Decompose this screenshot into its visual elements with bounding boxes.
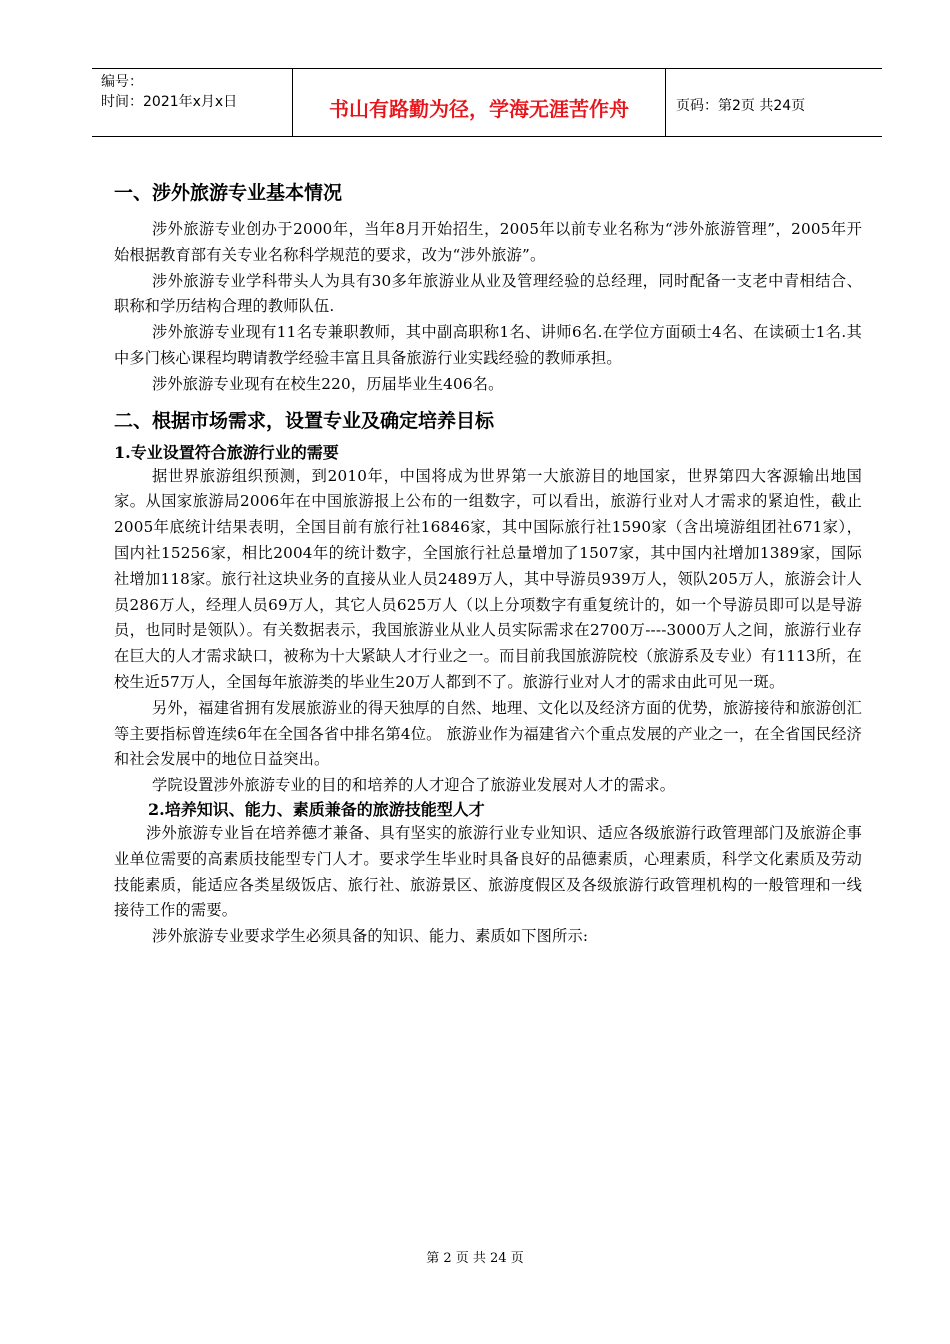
- document-body: [114, 180, 862, 950]
- number-label: 编号：: [101, 74, 143, 90]
- subsection-1-paragraph: 据世界旅游组织预测，到2010年，中国将成为世界第一大旅游目的地国家，世界第四大客源输出地国家。从国家旅游局2006年在中国旅游报上公布的一组数字，可以看出，旅游行业对人才需求的紧迫性，截止2005年底统计结果表明，全国目前有旅行社16846家，其中国际旅行社1590家（含出境游组团社671家），国内社15256家，相比2004年的统计数字，全国旅行社总量增加了1507家，其中国内社增加1389家，国际社增加118家。旅行社这块业务的直接从业人员2489万人，其中导游员939万人，领队205万人，旅游会计人员286万人，经理人员69万人，其它人员625万人（以上分项数字有重复统计的，如一个导游员即可以是导游员，也同时是领队）。有关数据表示，我国旅游业从业人员实际需求在2700万----3000万人之间，旅游行业存在巨大的人才需求缺口，被称为十大紧缺人才行业之一。而目前我国旅游院校（旅游系及专业）有1113所，在校生近57万人，全国每年旅游类的毕业生20万人都到不了。旅游行业对人才的需求由此可见一斑。: [114, 466, 862, 691]
- section-1-paragraph: 涉外旅游专业学科带头人为具有30多年旅游业从业及管理经验的总经理，同时配备一支老中青相结合、职称和学历结构合理的教师队伍.: [114, 271, 862, 316]
- subsection-2-title: 2.培养知识、能力、素质兼备的旅游技能型人才: [148, 799, 485, 819]
- subsection-1-paragraph: 另外，福建省拥有发展旅游业的得天独厚的自然、地理、文化以及经济方面的优势，旅游接待和旅游创汇等主要指标曾连续6年在全国各省中排名第4位。 旅游业作为福建省六个重点发展的产业之一，在全省国民经济和社会发展中的地位日益突出。: [114, 698, 862, 769]
- section-1-paragraph: 涉外旅游专业创办于2000年，当年8月开始招生，2005年以前专业名称为“涉外旅游管理”，2005年开始根据教育部有关专业名称科学规范的要求，改为“涉外旅游”。: [114, 220, 862, 264]
- page-number-label: 页码：第2页 共24页: [676, 98, 806, 114]
- motto-text: 书山有路勤为径，学海无涯苦作舟: [329, 97, 629, 121]
- subsection-2-paragraph: 涉外旅游专业要求学生必须具备的知识、能力、素质如下图所示:: [152, 927, 589, 946]
- document-header: [92, 68, 882, 137]
- subsection-2-paragraph: 涉外旅游专业旨在培养德才兼备、具有坚实的旅游行业专业知识、适应各级旅游行政管理部门及旅游企事业单位需要的高素质技能型专门人才。要求学生毕业时具备良好的品德素质，心理素质，科学文化素质及劳动技能素质，能适应各类星级饭店、旅行社、旅游景区、旅游度假区及各级旅游行政管理机构的一般管理和一线接待工作的需要。: [114, 823, 862, 920]
- header-motto-cell: [292, 69, 666, 136]
- page-footer: 第 2 页 共 24 页: [426, 1251, 524, 1266]
- subsection-1-paragraph: 学院设置涉外旅游专业的目的和培养的人才迎合了旅游业发展对人才的需求。: [152, 776, 676, 795]
- time-label: 时间：2021年x月x日: [101, 94, 238, 110]
- section-2-title: 二、根据市场需求，设置专业及确定培养目标: [114, 409, 495, 432]
- header-meta-cell: [92, 69, 292, 136]
- subsection-1-title: 1.专业设置符合旅游行业的需要: [114, 442, 339, 462]
- section-1-paragraph: 涉外旅游专业现有在校生220，历届毕业生406名。: [152, 374, 504, 393]
- header-page-cell: [665, 69, 882, 136]
- section-1-paragraph: 涉外旅游专业现有11名专兼职教师，其中副高职称1名、讲师6名.在学位方面硕士4名、在读硕士1名.其中多门核心课程均聘请教学经验丰富且具备旅游行业实践经验的教师承担。: [114, 323, 862, 367]
- section-1-title: 一、涉外旅游专业基本情况: [114, 182, 343, 204]
